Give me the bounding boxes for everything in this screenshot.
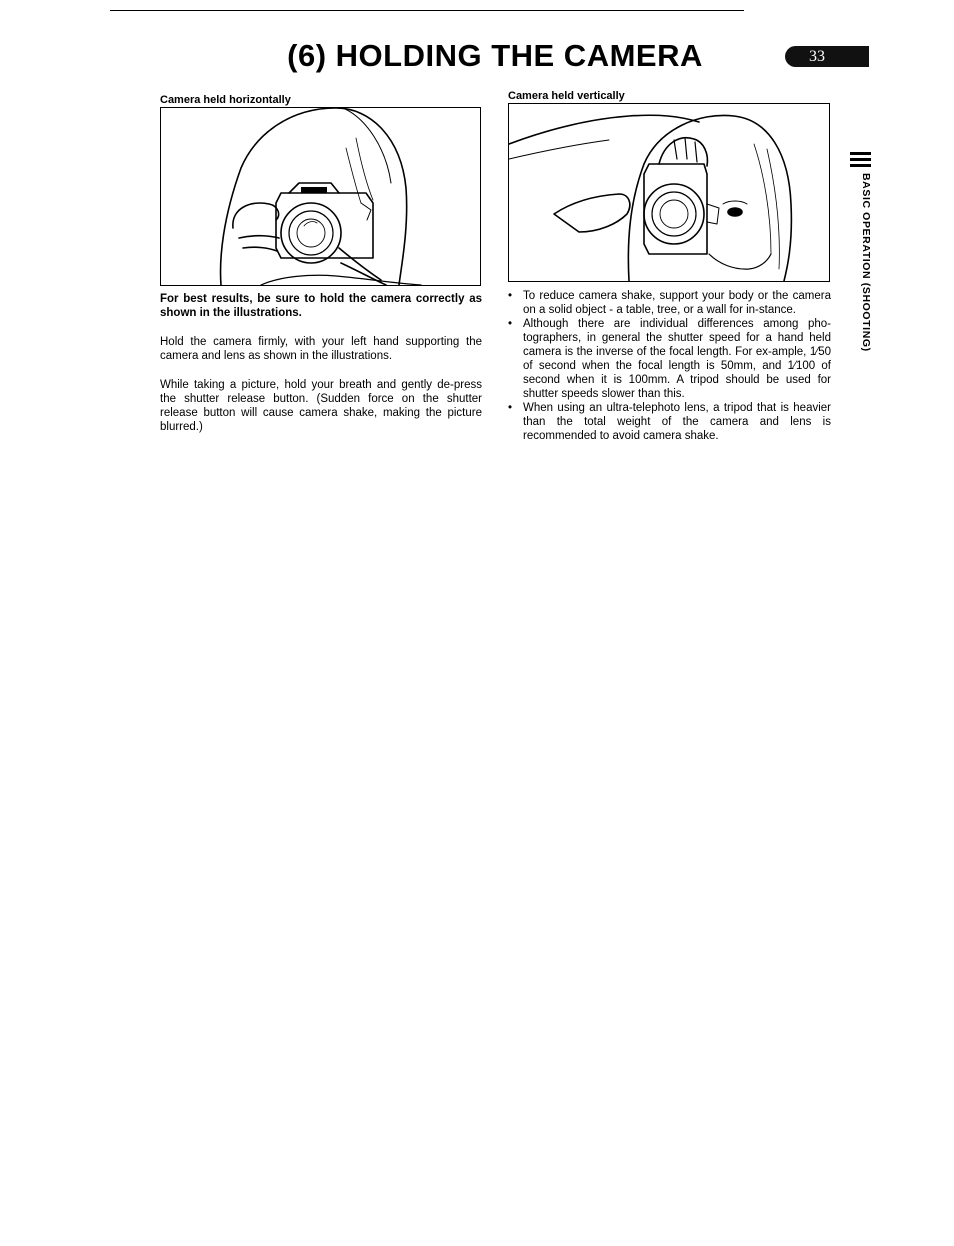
right-hand: [233, 203, 279, 251]
left-hand: [339, 248, 386, 285]
illustration-vertical: [508, 103, 830, 282]
list-item: • Although there are individual differences among pho-tographers, in general the shutter speed for a hand held camera is the inverse of the focal length. For ex-ample, 1⁄50 of second when the focal length is 50mm, and 1⁄100 of second when it is 100mm. A tripod should be used for shutter speeds slower than this.: [508, 318, 831, 400]
tips-list: [508, 289, 831, 443]
lens-outer: [644, 184, 704, 244]
brand-plate: [301, 187, 327, 193]
camera-body: [644, 164, 707, 254]
paragraph-shutter-release: While taking a picture, hold your breath and gently de-press the shutter release button. (Sudden force on the shutter release button will cause camera shake, making the picture blurred.): [160, 379, 482, 433]
horizontal-hold-drawing: [161, 108, 480, 285]
chin: [709, 254, 771, 269]
top-hand: [659, 138, 707, 166]
eye: [728, 208, 742, 216]
list-item: • When using an ultra-telephoto lens, a tripod that is heavier than the total weight of the camera and lens is recommended to avoid camera shake.: [508, 402, 831, 442]
side-tab-label: BASIC OPERATION (SHOOTING): [860, 173, 872, 352]
page-title: (6) HOLDING THE CAMERA: [287, 38, 703, 73]
right-column: [508, 289, 831, 443]
supporting-hand: [554, 194, 630, 232]
vertical-hold-drawing: [509, 104, 829, 281]
header-rule: [110, 10, 744, 11]
figure-caption-vertical: Camera held vertically: [508, 90, 625, 102]
figure-caption-horizontal: Camera held horizontally: [160, 94, 291, 106]
page-number-badge: 33: [785, 46, 869, 67]
illustration-horizontal: [160, 107, 481, 286]
lens-outer: [281, 203, 341, 263]
raised-arm: [509, 115, 699, 144]
list-item: • To reduce camera shake, support your body or the camera on a solid object - a table, tree, or a wall for in-stance.: [508, 290, 831, 316]
lead-paragraph: For best results, be sure to hold the camera correctly as shown in the illustrations.: [160, 293, 482, 319]
section-marker: [850, 152, 871, 170]
paragraph-hold-firmly: Hold the camera firmly, with your left hand supporting the camera and lens as shown in the illustrations.: [160, 336, 482, 362]
left-column: [160, 292, 482, 449]
